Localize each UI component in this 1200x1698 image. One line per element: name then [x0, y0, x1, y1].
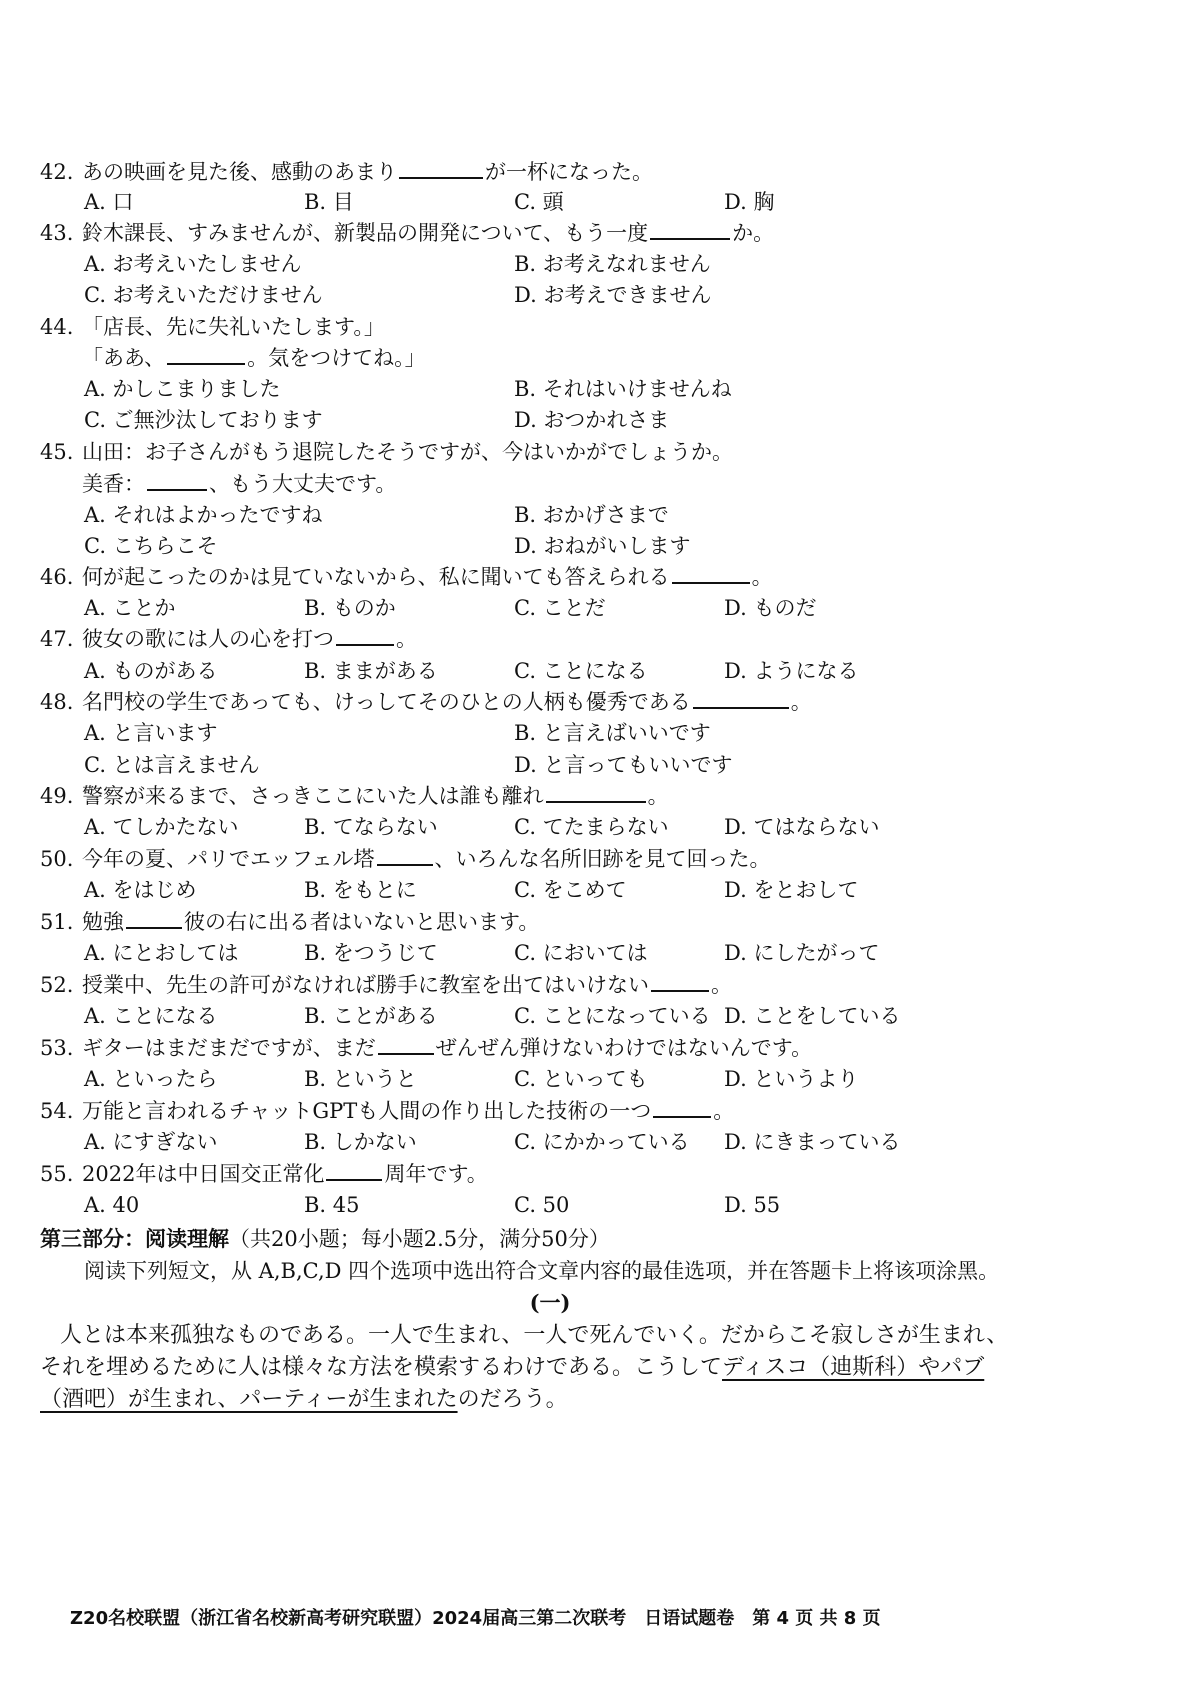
answer-blank	[378, 1033, 434, 1055]
question-46: 46. 何が起こったのかは見ていないから、私に聞いても答えられる 。	[40, 562, 1140, 592]
section-note: （共20小题；每小题2.5分，满分50分）	[229, 1227, 610, 1251]
question-number: 43.	[40, 221, 74, 245]
question-number: 48.	[40, 690, 74, 714]
option-c: C. においては	[514, 941, 648, 965]
underlined-phrase: （酒吧）が生まれ、パーティーが生まれた	[40, 1387, 458, 1412]
option-d: D. お考えできません	[514, 283, 712, 307]
option-c: C. 頭	[514, 190, 564, 214]
answer-blank	[693, 687, 789, 709]
option-d: D. ものだ	[724, 596, 817, 620]
option-a: A. 40	[84, 1193, 140, 1217]
question-number: 51.	[40, 910, 74, 934]
section-title: 第三部分：阅读理解	[40, 1226, 229, 1251]
option-d: D. をとおして	[724, 878, 859, 902]
question-54: 54. 万能と言われるチャットGPTも人間の作り出した技術の一つ 。	[40, 1096, 1140, 1126]
question-55: 55. 2022年は中日国交正常化 周年です。	[40, 1159, 1140, 1189]
answer-blank	[377, 844, 433, 866]
option-a: A. にとおしては	[84, 941, 239, 965]
option-c: C. ことになっている	[514, 1004, 711, 1028]
option-c: C. ことだ	[514, 596, 606, 620]
underlined-phrase: ディスコ（迪斯科）やパブ	[722, 1355, 985, 1380]
question-53: 53. ギターはまだまだですが、まだ ぜんぜん弾けないわけではないんです。	[40, 1033, 1140, 1063]
option-b: B. ものか	[304, 596, 396, 620]
page-footer: Z20名校联盟（浙江省名校新高考研究联盟）2024届高三第二次联考 日语试题卷 第 4 页 共 8 页	[70, 1608, 881, 1629]
question-47: 47. 彼女の歌には人の心を打つ 。	[40, 624, 1140, 654]
option-c: C. てたまらない	[514, 815, 669, 839]
question-43: 43. 鈴木課長、すみませんが、新製品の開発について、もう一度 か。	[40, 218, 1140, 248]
answer-blank	[126, 907, 182, 929]
question-number: 44.	[40, 315, 74, 339]
answer-blank	[546, 781, 646, 803]
option-a: A. お考えいたしません	[84, 252, 302, 276]
option-b: B. をもとに	[304, 878, 417, 902]
option-b: B. と言えばいいです	[514, 721, 711, 745]
question-number: 53.	[40, 1036, 74, 1060]
answer-blank	[326, 1159, 382, 1181]
option-b: B. というと	[304, 1067, 417, 1091]
option-d: D. と言ってもいいです	[514, 753, 733, 777]
option-c: C. ことになる	[514, 659, 648, 683]
question-42: 42. あの映画を見た後、感動のあまり が一杯になった。	[40, 157, 1140, 187]
option-d: D. というより	[724, 1067, 859, 1091]
option-b: B. しかない	[304, 1130, 417, 1154]
option-d: D. おねがいします	[514, 534, 691, 558]
option-b: B. ままがある	[304, 659, 438, 683]
answer-blank	[399, 157, 483, 179]
question-number: 55.	[40, 1162, 74, 1186]
question-number: 42.	[40, 160, 74, 184]
question-52: 52. 授業中、先生の許可がなければ勝手に教室を出てはいけない 。	[40, 970, 1140, 1000]
option-a: A. ことになる	[84, 1004, 218, 1028]
question-number: 45.	[40, 440, 74, 464]
option-c: C. 50	[514, 1193, 570, 1217]
passage-line-2: それを埋めるために人は様々な方法を模索するわけである。こうしてディスコ（迪斯科）やパブ	[40, 1355, 985, 1380]
option-a: A. ことか	[84, 596, 176, 620]
option-d: D. にしたがって	[724, 941, 880, 965]
option-c: C. ご無沙汰しております	[84, 408, 323, 432]
answer-blank	[672, 562, 750, 584]
option-b: B. それはいけませんね	[514, 377, 732, 401]
option-a: A. をはじめ	[84, 878, 197, 902]
question-49: 49. 警察が来るまで、さっきここにいた人は誰も離れ 。	[40, 781, 1140, 811]
option-d: D. ことをしている	[724, 1004, 901, 1028]
question-51: 51. 勉強 彼の右に出る者はいないと思います。	[40, 907, 1140, 937]
option-a: A. 口	[84, 190, 134, 214]
question-number: 52.	[40, 973, 74, 997]
option-c: C. といっても	[514, 1067, 648, 1091]
option-a: A. ものがある	[84, 659, 218, 683]
option-d: D. おつかれさま	[514, 408, 670, 432]
option-a: A. にすぎない	[84, 1130, 218, 1154]
question-45: 45. 山田：お子さんがもう退院したそうですが、今はいかがでしょうか。	[40, 437, 1140, 467]
option-a: A. てしかたない	[84, 815, 239, 839]
answer-blank	[653, 1096, 711, 1118]
option-b: B. 目	[304, 190, 354, 214]
option-b: B. ことがある	[304, 1004, 438, 1028]
option-d: D. ようになる	[724, 659, 859, 683]
option-a: A. と言います	[84, 721, 218, 745]
question-number: 47.	[40, 627, 74, 651]
question-48: 48. 名門校の学生であっても、けっしてそのひとの人柄も優秀である 。	[40, 687, 1140, 717]
option-a: A. といったら	[84, 1067, 218, 1091]
option-b: B. てならない	[304, 815, 438, 839]
option-d: D. 55	[724, 1193, 781, 1217]
option-c: C. をこめて	[514, 878, 627, 902]
passage-line-1: 人とは本来孤独なものである。一人で生まれ、一人で死んでいく。だからこそ寂しさが生まれ、	[60, 1323, 1009, 1348]
option-a: A. それはよかったですね	[84, 503, 323, 527]
question-number: 46.	[40, 565, 74, 589]
question-number: 54.	[40, 1099, 74, 1123]
option-b: B. おかげさまで	[514, 503, 669, 527]
section-instruction: 阅读下列短文，从 A,B,C,D 四个选项中选出符合文章内容的最佳选项，并在答题卡上将该项涂黑。	[84, 1259, 1000, 1283]
question-44-line2: 「ああ、 。気をつけてね。」	[82, 343, 1182, 373]
option-c: C. にかかっている	[514, 1130, 690, 1154]
answer-blank	[651, 970, 709, 992]
option-c: C. こちらこそ	[84, 534, 218, 558]
option-c: C. お考えいただけません	[84, 283, 323, 307]
question-44: 44. 「店長、先に失礼いたします。」	[40, 312, 1140, 342]
question-45-line2: 美香： 、もう大丈夫です。	[82, 469, 1182, 499]
question-number: 49.	[40, 784, 74, 808]
option-d: D. 胸	[724, 190, 775, 214]
passage-label: (一)	[529, 1290, 571, 1315]
question-number: 50.	[40, 847, 74, 871]
answer-blank	[336, 624, 394, 646]
option-b: B. をつうじて	[304, 941, 438, 965]
question-50: 50. 今年の夏、パリでエッフェル塔 、いろんな名所旧跡を見て回った。	[40, 844, 1140, 874]
option-d: D. にきまっている	[724, 1130, 901, 1154]
option-c: C. とは言えません	[84, 753, 260, 777]
answer-blank	[650, 218, 730, 240]
option-b: B. お考えなれません	[514, 252, 711, 276]
section-heading	[40, 1224, 610, 1254]
passage-line-3: （酒吧）が生まれ、パーティーが生まれたのだろう。	[40, 1387, 568, 1412]
option-b: B. 45	[304, 1193, 360, 1217]
answer-blank	[167, 343, 245, 365]
answer-blank	[147, 469, 207, 491]
option-a: A. かしこまりました	[84, 377, 281, 401]
option-d: D. てはならない	[724, 815, 880, 839]
